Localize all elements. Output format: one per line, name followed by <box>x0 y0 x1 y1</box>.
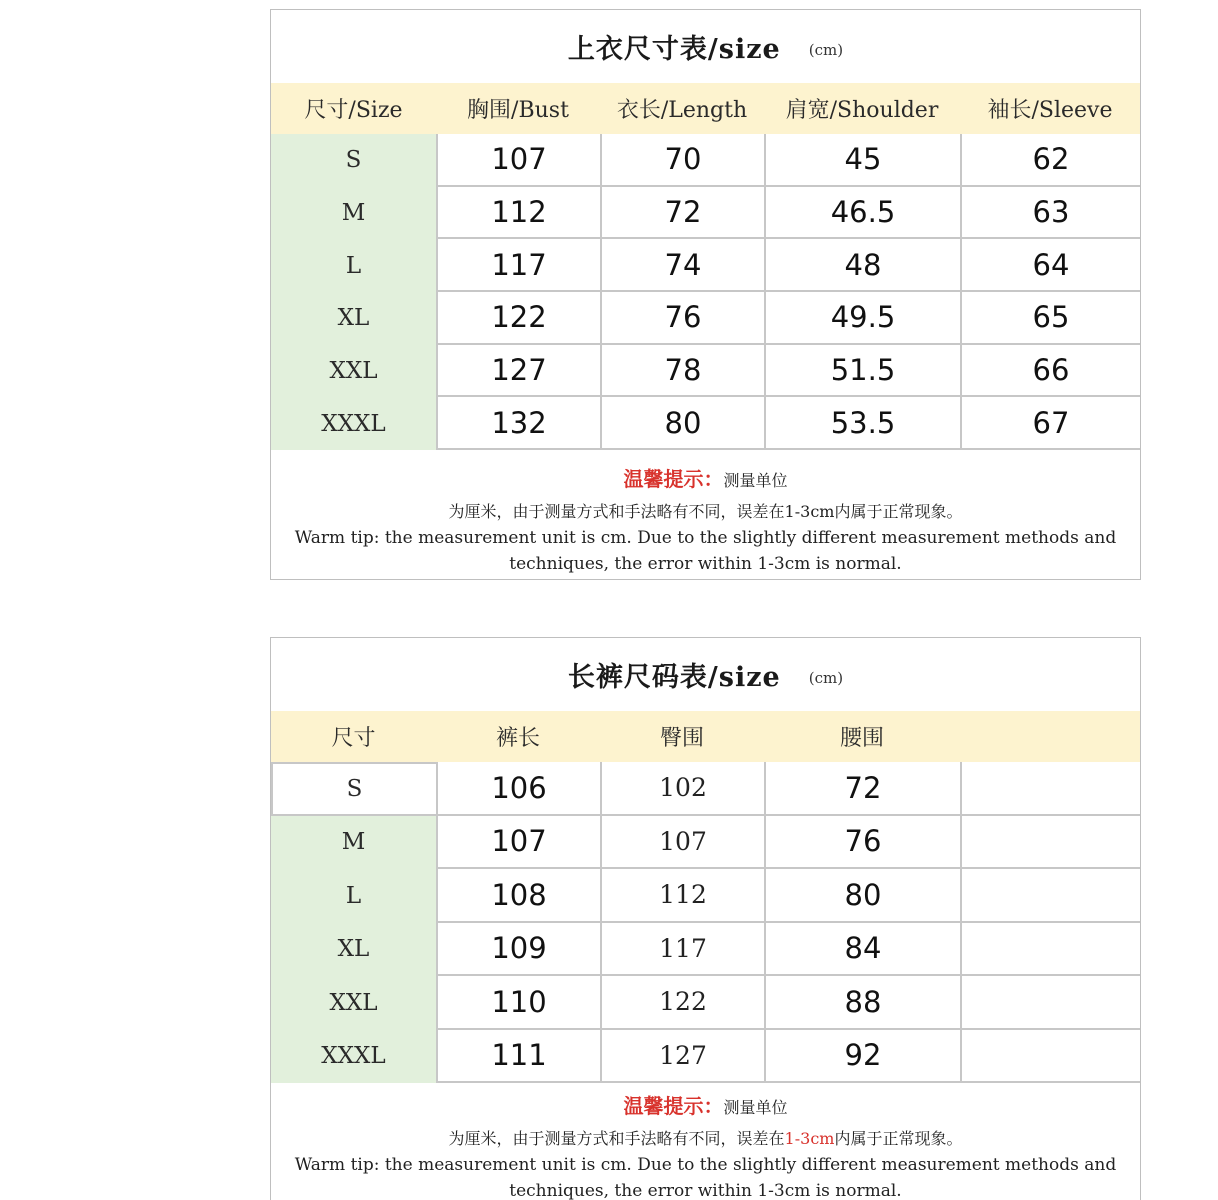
waist-cell: 84 <box>764 923 960 977</box>
pants-header-waist: 腰围 <box>839 726 884 751</box>
tops-note-cn: 为厘米，由于测量方式和手法略有不同，误差在1-3cm内属于正常现象。 <box>448 502 963 522</box>
empty-cell <box>960 976 1140 1030</box>
length-cell: 106 <box>436 762 600 816</box>
tops-header-shoulder: 肩宽/Shoulder <box>785 98 939 123</box>
pants-header-length: 裤长 <box>495 726 540 751</box>
pants-table-body <box>271 762 1140 1083</box>
sleeve-cell: 63 <box>960 187 1140 240</box>
tops-header-sleeve: 袖长/Sleeve <box>987 98 1113 123</box>
length-cell: 111 <box>436 1030 600 1084</box>
pants-header-hip: 臀围 <box>659 726 704 751</box>
hip-cell: 107 <box>600 816 764 870</box>
size-cell: M <box>271 187 436 240</box>
size-cell: S <box>271 134 436 187</box>
shoulder-cell: 53.5 <box>764 397 960 450</box>
waist-cell: 88 <box>764 976 960 1030</box>
hip-cell: 102 <box>600 762 764 816</box>
tops-header-bust: 胸围/Bust <box>467 98 569 123</box>
length-cell: 108 <box>436 869 600 923</box>
tops-note <box>271 450 1140 577</box>
bust-cell: 122 <box>436 292 600 345</box>
length-cell: 70 <box>600 134 764 187</box>
length-cell: 107 <box>436 816 600 870</box>
table-row <box>271 976 1140 1030</box>
size-cell: L <box>271 869 436 923</box>
hip-cell: 117 <box>600 923 764 977</box>
tops-note-en: Warm tip: the measurement unit is cm. Due to the slightly different measurement methods and techniques, the error within 1-3cm is normal. <box>294 528 1117 575</box>
tops-unit: (cm) <box>808 40 844 59</box>
waist-cell: 92 <box>764 1030 960 1084</box>
bust-cell: 127 <box>436 345 600 398</box>
pants-note-label-suffix: 测量单位 <box>723 1098 788 1117</box>
pants-note-cn: 为厘米，由于测量方式和手法略有不同，误差在1-3cm内属于正常现象。 <box>448 1129 963 1148</box>
shoulder-cell: 51.5 <box>764 345 960 398</box>
empty-cell <box>960 762 1140 816</box>
empty-cell <box>960 923 1140 977</box>
pants-title: 长裤尺码表/size <box>567 662 781 693</box>
bust-cell: 107 <box>436 134 600 187</box>
size-cell: XXL <box>271 345 436 398</box>
tops-note-label-suffix: 测量单位 <box>723 471 788 491</box>
size-cell: M <box>271 816 436 870</box>
size-cell: XXXL <box>271 1030 436 1084</box>
hip-cell: 112 <box>600 869 764 923</box>
length-cell: 109 <box>436 923 600 977</box>
sleeve-cell: 64 <box>960 239 1140 292</box>
table-row <box>271 134 1140 187</box>
table-row <box>271 869 1140 923</box>
length-cell: 76 <box>600 292 764 345</box>
tops-header-length: 衣长/Length <box>616 98 748 123</box>
waist-cell: 80 <box>764 869 960 923</box>
pants-unit: (cm) <box>808 668 844 687</box>
table-row <box>271 1030 1140 1084</box>
size-cell: XXXL <box>271 397 436 450</box>
bust-cell: 132 <box>436 397 600 450</box>
tops-size-chart <box>270 9 1141 580</box>
table-row <box>271 345 1140 398</box>
empty-cell <box>960 816 1140 870</box>
pants-note-label: 温馨提示： <box>623 1094 724 1118</box>
size-cell: XL <box>271 292 436 345</box>
pants-note-en: Warm tip: the measurement unit is cm. Due to the slightly different measurement methods and techniques, the error within 1-3cm is normal. <box>294 1155 1117 1200</box>
table-row <box>271 397 1140 450</box>
tops-title: 上衣尺寸表/size <box>567 34 781 65</box>
table-row <box>271 816 1140 870</box>
table-row <box>271 923 1140 977</box>
length-cell: 74 <box>600 239 764 292</box>
pants-note <box>271 1083 1140 1200</box>
size-cell: S <box>271 762 436 816</box>
shoulder-cell: 46.5 <box>764 187 960 240</box>
pants-header-row <box>271 711 1140 762</box>
hip-cell: 127 <box>600 1030 764 1084</box>
sleeve-cell: 66 <box>960 345 1140 398</box>
hip-cell: 122 <box>600 976 764 1030</box>
table-row <box>271 292 1140 345</box>
table-row <box>271 239 1140 292</box>
pants-title-row <box>271 638 1140 711</box>
size-cell: L <box>271 239 436 292</box>
empty-cell <box>960 1030 1140 1084</box>
tops-title-row <box>271 10 1140 83</box>
bust-cell: 112 <box>436 187 600 240</box>
bust-cell: 117 <box>436 239 600 292</box>
size-cell: XXL <box>271 976 436 1030</box>
tops-header-row <box>271 83 1140 134</box>
tops-table-body <box>271 134 1140 450</box>
size-cell: XL <box>271 923 436 977</box>
length-cell: 80 <box>600 397 764 450</box>
empty-cell <box>960 869 1140 923</box>
table-row <box>271 762 1140 816</box>
sleeve-cell: 65 <box>960 292 1140 345</box>
tops-note-label: 温馨提示： <box>623 467 724 492</box>
table-row <box>271 187 1140 240</box>
sleeve-cell: 62 <box>960 134 1140 187</box>
shoulder-cell: 49.5 <box>764 292 960 345</box>
pants-size-chart <box>270 637 1141 1200</box>
shoulder-cell: 48 <box>764 239 960 292</box>
waist-cell: 76 <box>764 816 960 870</box>
tops-header-size: 尺寸/Size <box>304 98 403 123</box>
pants-header-size: 尺寸 <box>331 726 376 751</box>
waist-cell: 72 <box>764 762 960 816</box>
shoulder-cell: 45 <box>764 134 960 187</box>
length-cell: 78 <box>600 345 764 398</box>
length-cell: 110 <box>436 976 600 1030</box>
length-cell: 72 <box>600 187 764 240</box>
sleeve-cell: 67 <box>960 397 1140 450</box>
